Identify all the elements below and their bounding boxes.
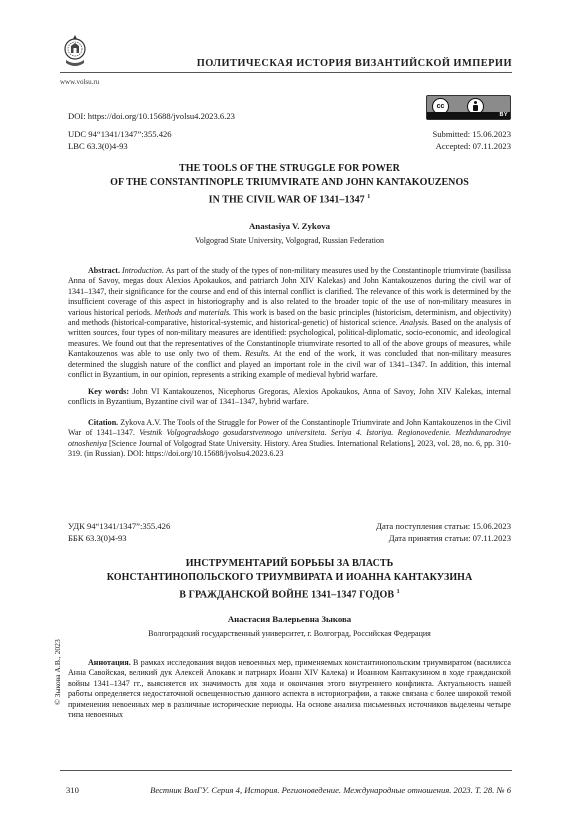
en-affiliation: Volgograd State University, Volgograd, Russian Federation <box>194 236 385 245</box>
header-divider <box>60 72 512 73</box>
ru-udc: УДК 94“1341/1347”:355.426 <box>68 521 171 531</box>
cc-by-license-badge[interactable] <box>426 95 511 120</box>
en-submitted-date: Submitted: 15.06.2023 <box>432 129 511 139</box>
creative-commons-icon: cc <box>432 98 449 115</box>
footer-divider <box>60 770 512 771</box>
en-accepted-date: Accepted: 07.11.2023 <box>435 141 511 151</box>
en-keywords: Key words: John VI Kantakouzenos, Nicephorus Gregoras, Alexios Apokaukos, Anna of Savoy, John XIV Kalekas, internal conflicts in Byzantium, Byzantine civil war of 1341–1347, hybrid warfare. <box>68 387 511 407</box>
ru-affiliation: Волгоградский государственный университет, г. Волгоград, Российская Федерация <box>148 629 431 638</box>
ru-accepted-date: Дата принятия статьи: 07.11.2023 <box>388 533 511 543</box>
en-udc: UDC 94“1341/1347”:355.426 <box>68 129 172 139</box>
en-article-title: THE TOOLS OF THE STRUGGLE FOR POWER OF THE CONSTANTINOPLE TRIUMVIRATE AND JOHN KANTAKOUZENOS IN THE CIVIL WAR OF 1341–1347 $^1$ <box>110 163 469 206</box>
ru-abstract: Аннотация. В рамках исследования видов невоенных мер, применяемых константинопольским триумвиратом (василисса Анна Савойская, великий дук Алексей Апокавк и патриарх Иоанн XIV Калека) и Иоанном Кантакузином в ходе гражданской войны 1341–1347 гг., выясняется их значимость для хода и окончания этого внутреннего конфликта. Актуальность нашей работы определяется недостаточной освещенностью данного аспекта в историографии, а также связана с более широкой темой применения невоенных мер в различные исторические периоды. На основе анализа письменных источников выделены четыре типа невоенных <box>68 658 511 720</box>
ru-footnote-mark[interactable]: 1 <box>396 589 400 596</box>
ru-submitted-date: Дата поступления статьи: 15.06.2023 <box>376 521 511 531</box>
badge-strip <box>427 112 510 119</box>
en-author: Anastasiya V. Zykova <box>248 221 331 231</box>
en-abstract: Abstract. Introduction. As part of the study of the types of non-military measures used by the Constantinople triumvirate (basilissa Anna of Savoy, megas doux Alexios Apokaukos, and patriarch John XIV Kalekas) and John Kantakouzenos during the civil war of 1341–1347, their significance for the course and end of this internal conflict is clarified. The relevance of this work is determined by the insufficient coverage of this aspect in historiography and is also related to the broader topic of the use of non-military measures in various historical periods. Methods and materials. This work is based on the basic principles (historicism, determinism, and objectivity) and methods (historical-comparative, historical-systemic, and historical-genetic) of historical science. Analysis. Based on the analysis of written sources, four types of non-military measures are identified: psychological, political-diplomatic, socio-economic, and ideological measures. We found out that the representatives of the Constantinople triumvirate resorted to all of the above groups of measures, while Kantakouzenos was able to use only two of them. Results. At the end of the work, it was concluded that non-military measures determined the sluggish nature of the conflict and played an important role in the civil war of 1341–1347. In addition, this internal conflict in Byzantium, in our opinion, represents a striking example of medieval hybrid warfare. <box>68 266 512 380</box>
ru-article-title: ИНСТРУМЕНТАРИЙ БОРЬБЫ ЗА ВЛАСТЬ КОНСТАНТИНОПОЛЬСКОГО ТРИУМВИРАТА И ИОАННА КАНТАКУЗИНА В ГРАЖДАНСКОЙ ВОЙНЕ 1341–1347 ГОДОВ $^1$ <box>106 558 473 601</box>
site-url[interactable]: www.volsu.ru <box>60 78 100 86</box>
ru-author: Анастасия Валерьевна Зыкова <box>227 614 352 624</box>
en-footnote-mark[interactable]: 1 <box>367 194 371 201</box>
running-title: ПОЛИТИЧЕСКАЯ ИСТОРИЯ ВИЗАНТИЙСКОЙ ИМПЕРИИ <box>196 58 512 69</box>
en-citation: Citation. Zykova A.V. The Tools of the Struggle for Power of the Constantinople Triumvirate and John Kantakouzenos in the Civil War of 1341–1347. Vestnik Volgogradskogo gosudarstvennogo universiteta. Seriya 4. Istoriya. Regionovedenie. Mezhdunarodnye otnosheniya [Science Journal of Volgograd State University. History. Area Studies. International Relations], 2023, vol. 28, no. 6, pp. 310-319. (in Russian). DOI: https://doi.org/10.15688/jvolsu4.2023.6.23 <box>68 418 512 459</box>
journal-running-footer: Вестник ВолГУ. Серия 4, История. Регионоведение. Международные отношения. 2023. Т. 28. № 6 <box>150 785 511 795</box>
en-classification <box>68 128 172 152</box>
en-dates <box>432 128 511 152</box>
side-copyright: © Зыкова А.В., 2023 <box>53 639 62 705</box>
ru-lbc: ББК 63.3(0)4-93 <box>68 533 127 543</box>
en-lbc: LBC 63.3(0)4-93 <box>68 141 128 151</box>
ru-classification <box>68 520 170 544</box>
page-number: 310 <box>66 785 79 795</box>
ru-dates <box>376 520 511 544</box>
university-logo-icon <box>62 34 88 70</box>
doi-link[interactable]: DOI: https://doi.org/10.15688/jvolsu4.2023.6.23 <box>68 111 235 121</box>
badge-by-label: BY <box>499 112 508 118</box>
